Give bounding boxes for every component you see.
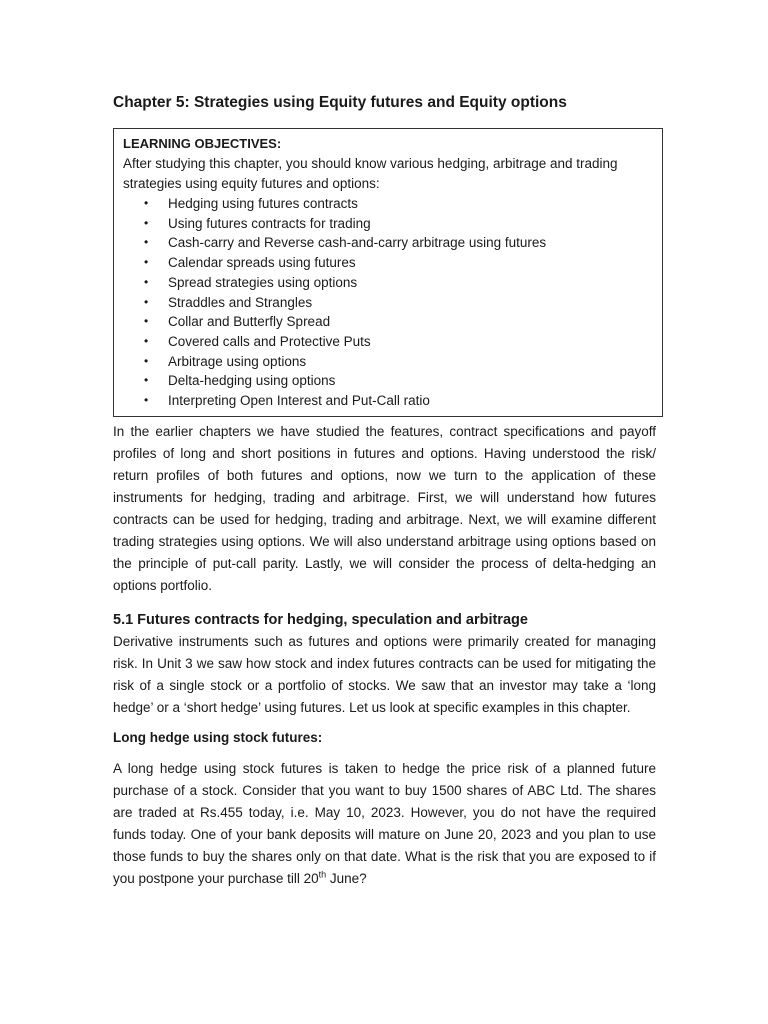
bullet-icon: • [144, 314, 149, 329]
bullet-icon: • [144, 393, 149, 408]
objective-item: • Straddles and Strangles [144, 293, 653, 313]
bullet-icon: • [144, 255, 149, 270]
objective-item: • Interpreting Open Interest and Put-Call ratio [144, 391, 653, 411]
bullet-icon: • [144, 196, 149, 210]
objective-item: • Spread strategies using options [144, 273, 653, 293]
objective-item: • Covered calls and Protective Puts [144, 332, 653, 352]
learning-objectives-box [113, 128, 663, 417]
objective-item: • Using futures contracts for trading [144, 214, 653, 234]
objective-item: • Hedging using futures contracts [144, 194, 653, 214]
bullet-icon: • [144, 274, 149, 289]
objective-item: • Arbitrage using options [144, 352, 653, 372]
bullet-icon: • [144, 235, 149, 250]
section-5-1-paragraph: Derivative instruments such as futures and options were primarily created for managing risk. In Unit 3 we saw how stock and index futures contracts can be used for mitigating the risk of a single stock or a portfolio of stocks. We saw that an investor may take a ‘long hedge’ or a ‘short hedge’ using futures. Let us look at specific examples in this chapter. [113, 633, 656, 715]
objective-item: • Delta-hedging using options [144, 371, 653, 391]
long-hedge-heading: Long hedge using stock futures: [113, 729, 323, 745]
objectives-intro: After studying this chapter, you should know various hedging, arbitrage and trading strategies using equity futures and options: [123, 156, 618, 191]
objectives-heading: LEARNING OBJECTIVES: [123, 136, 282, 151]
chapter-title: Chapter 5: Strategies using Equity futures and Equity options [113, 94, 567, 111]
objectives-list [123, 194, 653, 411]
bullet-icon: • [144, 333, 149, 348]
bullet-icon: • [144, 353, 149, 368]
objective-item: • Calendar spreads using futures [144, 253, 653, 273]
objective-item: • Collar and Butterfly Spread [144, 312, 653, 332]
objective-item: • Cash-carry and Reverse cash-and-carry arbitrage using futures [144, 233, 653, 253]
section-title-5-1: 5.1 Futures contracts for hedging, speculation and arbitrage [113, 611, 528, 628]
bullet-icon: • [144, 215, 149, 230]
document-page [113, 92, 656, 890]
bullet-icon: • [144, 294, 149, 309]
bullet-icon: • [144, 373, 149, 388]
long-hedge-paragraph: A long hedge using stock futures is taken to hedge the price risk of a planned future purchase of a stock. Consider that you want to buy 1500 shares of ABC Ltd. The shares are traded at Rs.455 today, i.e. May 10, 2023. However, you do not have the required funds today. One of your bank deposits will mature on June 20, 2023 and you plan to use those funds to buy the shares only on that date. What is the risk that you are exposed to if you postpone your purchase till 20th June? [113, 760, 656, 886]
intro-paragraph: In the earlier chapters we have studied the features, contract specifications and payoff profiles of long and short positions in futures and options. Having understood the risk/ return profiles of both futures and options, now we turn to the application of these instruments for hedging, trading and arbitrage. First, we will understand how futures contracts can be used for hedging, trading and arbitrage. Next, we will examine different trading strategies using options. We will also understand arbitrage using options based on the principle of put-call parity. Lastly, we will consider the process of delta-hedging an options portfolio. [113, 423, 656, 593]
